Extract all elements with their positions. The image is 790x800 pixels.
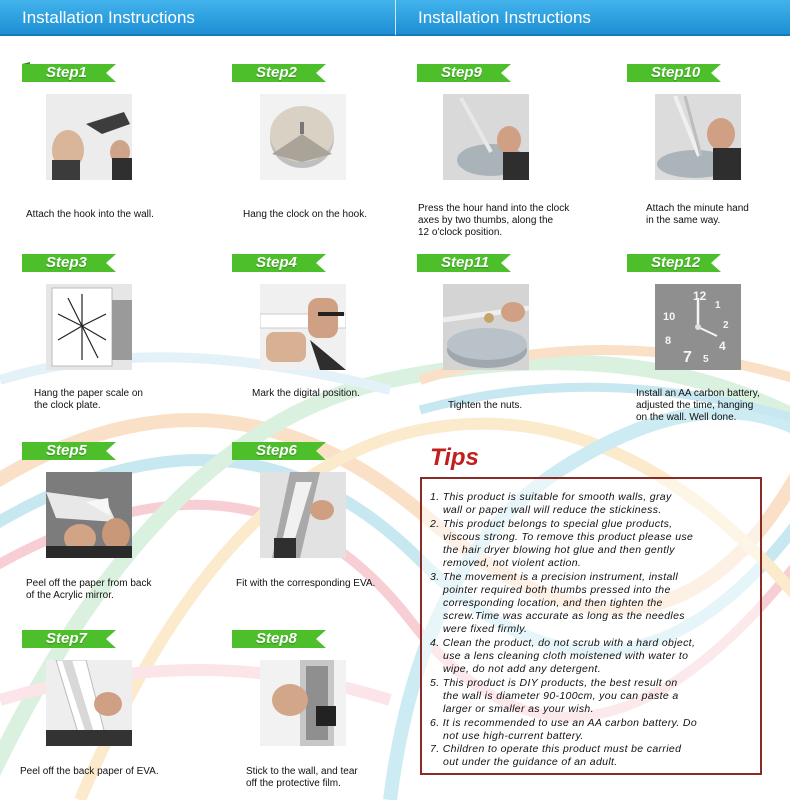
step-photo: [46, 472, 132, 558]
clock-number: 1: [715, 300, 721, 311]
step-badge: [22, 62, 116, 84]
step-label: Step3: [46, 254, 87, 271]
tip-item: 6. It is recommended to use an AA carbon battery. Do not use high-current battery.: [430, 717, 698, 742]
step-photo: [655, 284, 741, 370]
step-7-caption: Peel off the back paper of EVA.: [20, 766, 159, 777]
step-photo: [443, 284, 529, 370]
tip-item: 4. Clean the product, do not scrub with a hard object, use a lens cleaning cloth moistened with water to wipe, do not add any detergent.: [430, 637, 696, 675]
tips-title: Tips: [430, 444, 479, 471]
tip-item: 1. This product is suitable for smooth walls, gray wall or paper wall will reduce the stickiness.: [430, 491, 672, 516]
step-label: Step6: [256, 442, 297, 459]
tip-item: 3. The movement is a precision instrument, install pointer required both thumbs pressed into the corresponding location, and then tighten the screw.Time was accurate as long as the needles were fixed firmly.: [430, 571, 685, 635]
step-label: Step5: [46, 442, 87, 459]
step-badge: [627, 252, 721, 274]
step-photo: [655, 94, 741, 180]
step-label: Step8: [256, 630, 297, 647]
step-9-caption: Press the hour hand into the clock axes by two thumbs, along the 12 o'clock position.: [418, 203, 570, 238]
step-badge: [22, 252, 116, 274]
installation-header-left: Installation Instructions: [0, 0, 395, 36]
step-10-caption: Attach the minute hand in the same way.: [646, 203, 749, 226]
step-label: Step12: [651, 254, 701, 271]
step-1-caption: Attach the hook into the wall.: [26, 209, 154, 220]
step-badge: [232, 440, 326, 462]
step-photo: [46, 284, 132, 370]
step-badge: [417, 62, 511, 84]
step-photo: [260, 284, 346, 370]
tips-box: [420, 477, 762, 775]
step-label: Step7: [46, 630, 87, 647]
step-photo: [260, 472, 346, 558]
step-photo: [443, 94, 529, 180]
step-badge: [627, 62, 721, 84]
step-5-caption: Peel off the paper from back of the Acrylic mirror.: [26, 578, 152, 601]
step-label: Step1: [46, 64, 87, 81]
tip-item: 7. Children to operate this product must be carried out under the guidance of an adult.: [430, 743, 682, 768]
step-label: Step4: [256, 254, 297, 271]
step-badge: [22, 628, 116, 650]
clock-number: 2: [723, 320, 729, 331]
clock-number: 5: [703, 354, 709, 365]
step-badge: [232, 252, 326, 274]
step-photo: [46, 94, 132, 180]
step-2-caption: Hang the clock on the hook.: [243, 209, 367, 220]
step-photo: [260, 660, 346, 746]
tip-item: 5. This product is DIY products, the best result on the wall is diameter 90-100cm, you can paste a larger or smaller as your wish.: [430, 677, 679, 715]
installation-header-right: Installation Instructions: [395, 0, 790, 36]
step-label: Step2: [256, 64, 297, 81]
step-4-caption: Mark the digital position.: [252, 388, 360, 399]
step-6-caption: Fit with the corresponding EVA.: [236, 578, 376, 589]
clock-number: 8: [665, 335, 672, 347]
step-label: Step11: [441, 254, 490, 271]
clock-number: 4: [719, 339, 726, 353]
tip-item: 2. This product belongs to special glue products, viscous strong. To remove this product please use the hair dryer blowing hot glue and then gently removed, not violent action.: [430, 518, 694, 569]
step-badge: [417, 252, 511, 274]
step-label: Step9: [441, 64, 482, 81]
step-badge: [232, 628, 326, 650]
step-photo: [46, 660, 132, 746]
clock-number: 7: [683, 349, 692, 366]
step-11-caption: Tighten the nuts.: [448, 400, 523, 411]
step-8-caption: Stick to the wall, and tear off the protective film.: [246, 766, 358, 789]
step-photo: [260, 94, 346, 180]
step-badge: [232, 62, 326, 84]
step-badge: [22, 440, 116, 462]
clock-number: 10: [663, 311, 676, 323]
clock-number: 12: [693, 289, 707, 303]
step-3-caption: Hang the paper scale on the clock plate.: [34, 388, 143, 411]
step-12-caption: Install an AA carbon battery, adjusted the time, hanging on the wall. Well done.: [636, 388, 760, 423]
step-label: Step10: [651, 64, 701, 81]
